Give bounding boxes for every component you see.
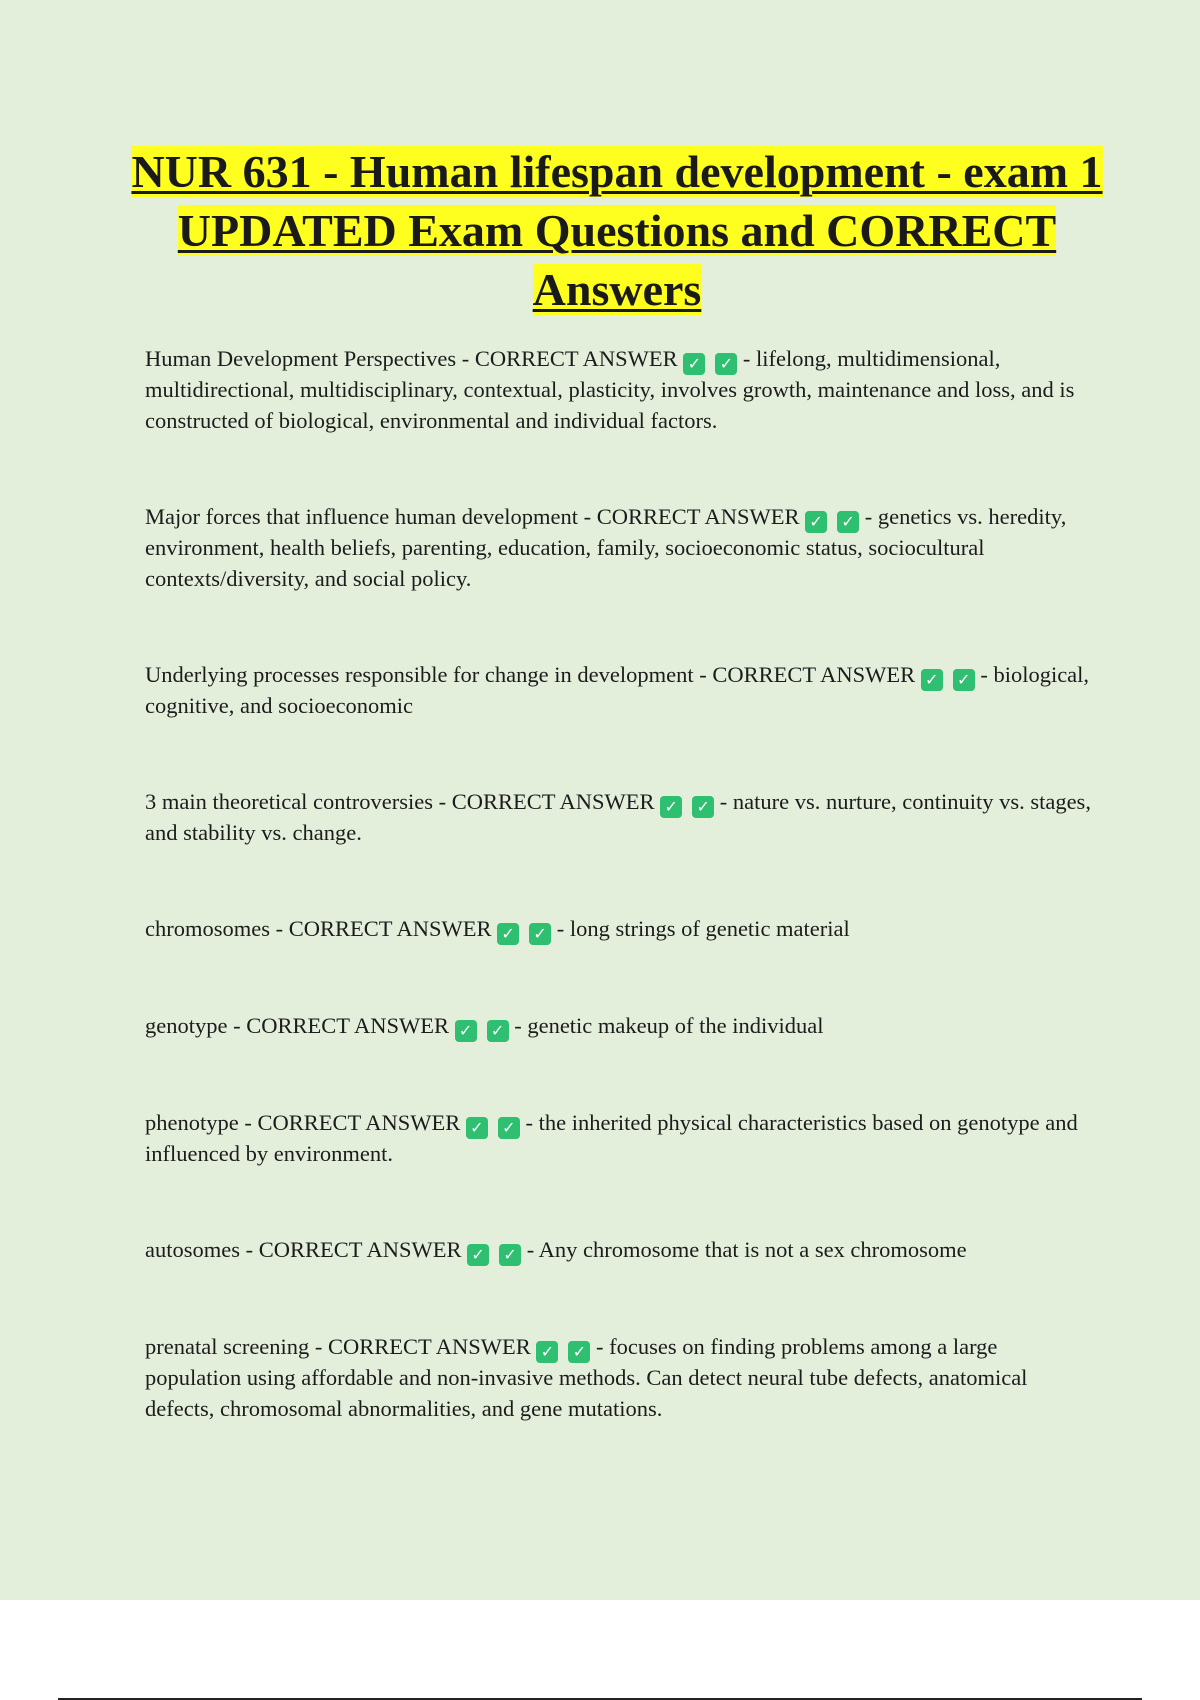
qa-item: [145, 787, 1095, 849]
check-box-icon: ✓: [683, 353, 705, 375]
qa-answer: - genetic makeup of the individual: [514, 1013, 824, 1038]
qa-term: Underlying processes responsible for change in development - CORRECT ANSWER: [145, 662, 916, 687]
qa-answer: - nature vs. nurture, continuity vs. stages, and stability vs. change.: [145, 789, 1091, 845]
qa-term: prenatal screening - CORRECT ANSWER: [145, 1334, 531, 1359]
qa-term: Major forces that influence human development - CORRECT ANSWER: [145, 504, 800, 529]
check-box-icon: ✓: [805, 511, 827, 533]
check-box-icon: ✓: [498, 1117, 520, 1139]
check-box-icon: ✓: [536, 1341, 558, 1363]
qa-item: [145, 914, 1095, 945]
qa-term: autosomes - CORRECT ANSWER: [145, 1237, 462, 1262]
qa-item: [145, 502, 1095, 594]
qa-answer: - the inherited physical characteristics based on genotype and influenced by environment.: [145, 1110, 1078, 1166]
qa-item: [145, 344, 1095, 436]
check-box-icon: ✓: [921, 669, 943, 691]
qa-answer: - genetics vs. heredity, environment, health beliefs, parenting, education, family, socioeconomic status, sociocultural contexts/diversity, and social policy.: [145, 504, 1067, 591]
check-box-icon: ✓: [568, 1341, 590, 1363]
qa-answer: - long strings of genetic material: [556, 916, 850, 941]
check-box-icon: ✓: [455, 1020, 477, 1042]
title-text: NUR 631 - Human lifespan development - exam 1 UPDATED Exam Questions and CORRECT Answers: [131, 146, 1103, 315]
check-box-icon: ✓: [529, 923, 551, 945]
check-box-icon: ✓: [467, 1244, 489, 1266]
check-box-icon: ✓: [487, 1020, 509, 1042]
qa-answer: - Any chromosome that is not a sex chromosome: [526, 1237, 967, 1262]
qa-item: [145, 1011, 1095, 1042]
qa-term: Human Development Perspectives - CORRECT ANSWER: [145, 346, 678, 371]
check-box-icon: ✓: [466, 1117, 488, 1139]
check-box-icon: ✓: [692, 796, 714, 818]
qa-item: [145, 1332, 1095, 1424]
qa-term: phenotype - CORRECT ANSWER: [145, 1110, 461, 1135]
qa-item: [145, 660, 1095, 722]
qa-item: [145, 1235, 1095, 1266]
qa-answer: - focuses on finding problems among a large population using affordable and non-invasive methods. Can detect neural tube defects, anatomical defects, chromosomal abnormalities, and gene mutations.: [145, 1334, 1028, 1421]
check-box-icon: ✓: [497, 923, 519, 945]
qa-answer: - lifelong, multidimensional, multidirectional, multidisciplinary, contextual, plasticity, involves growth, maintenance and loss, and is constructed of biological, environmental and individual factors.: [145, 346, 1075, 433]
check-box-icon: ✓: [499, 1244, 521, 1266]
document-title: [120, 142, 1114, 319]
check-box-icon: ✓: [660, 796, 682, 818]
qa-item: [145, 1108, 1095, 1170]
check-box-icon: ✓: [715, 353, 737, 375]
qa-term: genotype - CORRECT ANSWER: [145, 1013, 449, 1038]
qa-term: 3 main theoretical controversies - CORRECT ANSWER: [145, 789, 655, 814]
qa-answer: - biological, cognitive, and socioeconomic: [145, 662, 1090, 718]
check-box-icon: ✓: [837, 511, 859, 533]
qa-term: chromosomes - CORRECT ANSWER: [145, 916, 492, 941]
check-box-icon: ✓: [953, 669, 975, 691]
